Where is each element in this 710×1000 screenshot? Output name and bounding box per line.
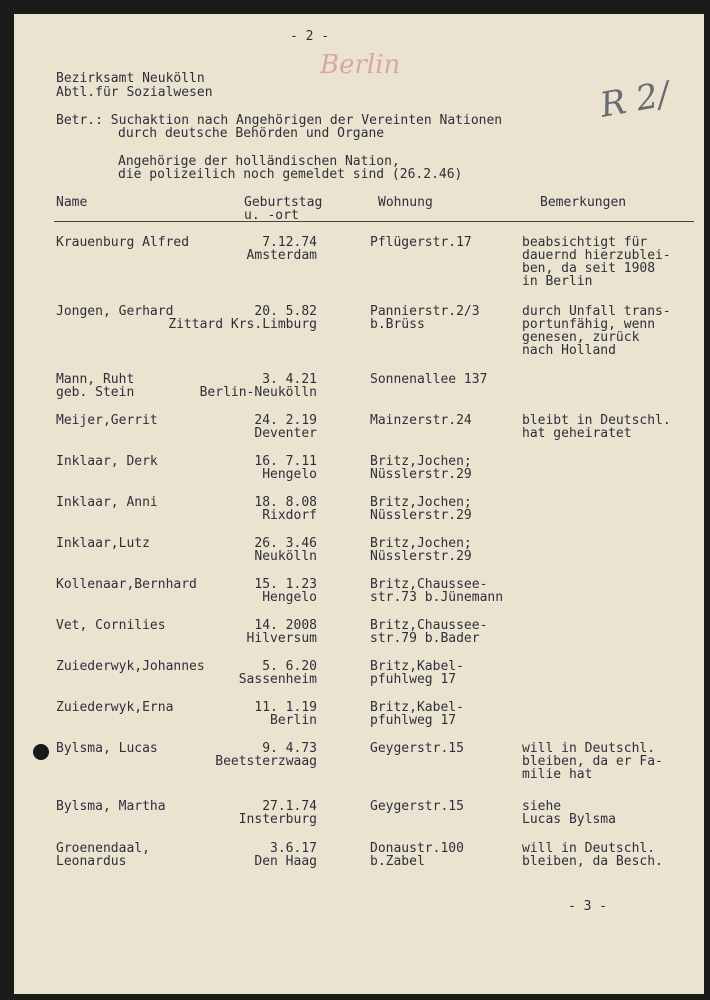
cell-birth: Deventer bbox=[254, 426, 317, 441]
cell-residence: Sonnenallee 137 bbox=[370, 372, 488, 387]
cell-name: Bylsma, Martha bbox=[56, 799, 166, 814]
cell-residence: Britz,Jochen; bbox=[370, 454, 472, 469]
cell-remarks: durch Unfall trans- bbox=[522, 304, 671, 319]
cell-remarks: will in Deutschl. bbox=[522, 841, 656, 856]
cell-residence: str.73 b.Jünemann bbox=[370, 590, 504, 605]
cell-birth: 14. 2008 bbox=[254, 618, 317, 633]
cell-residence: Britz,Chaussee- bbox=[370, 618, 488, 633]
cell-name: Vet, Cornilies bbox=[56, 618, 166, 633]
cell-birth: Insterburg bbox=[238, 812, 317, 827]
cell-birth: 5. 6.20 bbox=[262, 659, 317, 674]
cell-residence: b.Zabel bbox=[370, 854, 425, 869]
cell-residence: pfuhlweg 17 bbox=[370, 713, 457, 728]
header-birth-place: u. -ort bbox=[244, 208, 299, 223]
cell-birth: 7.12.74 bbox=[262, 235, 317, 250]
cell-name: Groenendaal, bbox=[56, 841, 150, 856]
cell-name: Meijer,Gerrit bbox=[56, 413, 158, 428]
cell-residence: str.79 b.Bader bbox=[370, 631, 480, 646]
cell-remarks: Lucas Bylsma bbox=[522, 812, 616, 827]
cell-remarks: dauernd hierzublei- bbox=[522, 248, 671, 263]
cell-name: Inklaar, Derk bbox=[56, 454, 158, 469]
cell-birth: Hilversum bbox=[246, 631, 317, 646]
cell-birth: 3.6.17 bbox=[270, 841, 317, 856]
subject-line-1: Betr.: Suchaktion nach Angehörigen der Vereinten Nationen bbox=[56, 113, 503, 128]
cell-remarks: portunfähig, wenn bbox=[522, 317, 656, 332]
cell-remarks: siehe bbox=[522, 799, 562, 814]
office-name: Bezirksamt Neukölln bbox=[56, 71, 205, 86]
cell-birth: 9. 4.73 bbox=[262, 741, 317, 756]
cell-birth: Sassenheim bbox=[238, 672, 317, 687]
header-rule bbox=[54, 221, 694, 222]
cell-name: Inklaar, Anni bbox=[56, 495, 158, 510]
cell-residence: Donaustr.100 bbox=[370, 841, 464, 856]
header-birth: Geburtstag bbox=[244, 195, 323, 210]
cell-birth: 15. 1.23 bbox=[254, 577, 317, 592]
cell-birth: 27.1.74 bbox=[262, 799, 317, 814]
cell-remarks: nach Holland bbox=[522, 343, 616, 358]
cell-remarks: will in Deutschl. bbox=[522, 741, 656, 756]
cell-name: Inklaar,Lutz bbox=[56, 536, 150, 551]
punch-hole bbox=[33, 744, 49, 760]
subject-line-2: durch deutsche Behörden und Organe bbox=[118, 126, 385, 141]
cell-birth: 16. 7.11 bbox=[254, 454, 317, 469]
red-stamp: Berlin bbox=[320, 50, 401, 80]
cell-birth: 20. 5.82 bbox=[254, 304, 317, 319]
document-page bbox=[14, 14, 704, 994]
cell-remarks: in Berlin bbox=[522, 274, 593, 289]
header-name: Name bbox=[56, 195, 88, 210]
cell-name: Zuiederwyk,Johannes bbox=[56, 659, 205, 674]
cell-remarks: bleiben, da Besch. bbox=[522, 854, 663, 869]
cell-birth: 18. 8.08 bbox=[254, 495, 317, 510]
cell-name: Krauenburg Alfred bbox=[56, 235, 190, 250]
cell-birth: 3. 4.21 bbox=[262, 372, 317, 387]
cell-residence: pfuhlweg 17 bbox=[370, 672, 457, 687]
page-number-top: - 2 - bbox=[290, 29, 330, 44]
cell-remarks: beabsichtigt für bbox=[522, 235, 648, 250]
cell-name: Zuiederwyk,Erna bbox=[56, 700, 174, 715]
cell-remarks: ben, da seit 1908 bbox=[522, 261, 656, 276]
cell-remarks: bleibt in Deutschl. bbox=[522, 413, 671, 428]
cell-residence: Britz,Chaussee- bbox=[370, 577, 488, 592]
page-number-bottom: - 3 - bbox=[568, 899, 608, 914]
cell-remarks: genesen, zurück bbox=[522, 330, 640, 345]
cell-birth: Rixdorf bbox=[262, 508, 317, 523]
cell-name: Bylsma, Lucas bbox=[56, 741, 158, 756]
cell-residence: Pannierstr.2/3 bbox=[370, 304, 480, 319]
cell-birth: Beetsterzwaag bbox=[215, 754, 317, 769]
cell-birth: Amsterdam bbox=[246, 248, 317, 263]
cell-birth: 26. 3.46 bbox=[254, 536, 317, 551]
cell-residence: Nüsslerstr.29 bbox=[370, 549, 472, 564]
cell-birth: Berlin bbox=[270, 713, 317, 728]
cell-residence: Britz,Jochen; bbox=[370, 536, 472, 551]
cell-residence: Pflügerstr.17 bbox=[370, 235, 472, 250]
cell-birth: Zittard Krs.Limburg bbox=[168, 317, 317, 332]
cell-residence: Britz,Jochen; bbox=[370, 495, 472, 510]
cell-remarks: hat geheiratet bbox=[522, 426, 632, 441]
cell-name: Jongen, Gerhard bbox=[56, 304, 174, 319]
header-remarks: Bemerkungen bbox=[540, 195, 627, 210]
cell-residence: Britz,Kabel- bbox=[370, 700, 464, 715]
cell-residence: Nüsslerstr.29 bbox=[370, 508, 472, 523]
cell-residence: Nüsslerstr.29 bbox=[370, 467, 472, 482]
cell-name: Kollenaar,Bernhard bbox=[56, 577, 197, 592]
cell-name: Mann, Ruht bbox=[56, 372, 135, 387]
cell-birth: Berlin-Neukölln bbox=[199, 385, 317, 400]
cell-birth: Hengelo bbox=[262, 467, 317, 482]
cell-residence: Britz,Kabel- bbox=[370, 659, 464, 674]
cell-name: geb. Stein bbox=[56, 385, 135, 400]
cell-remarks: milie hat bbox=[522, 767, 593, 782]
cell-residence: Geygerstr.15 bbox=[370, 799, 464, 814]
cell-birth: 11. 1.19 bbox=[254, 700, 317, 715]
cell-name: Leonardus bbox=[56, 854, 127, 869]
cell-birth: Neukölln bbox=[254, 549, 317, 564]
header-residence: Wohnung bbox=[378, 195, 433, 210]
cell-birth: Hengelo bbox=[262, 590, 317, 605]
cell-birth: 24. 2.19 bbox=[254, 413, 317, 428]
cell-birth: Den Haag bbox=[254, 854, 317, 869]
cell-residence: Geygerstr.15 bbox=[370, 741, 464, 756]
office-department: Abtl.für Sozialwesen bbox=[56, 85, 213, 100]
intro-line-2: die polizeilich noch gemeldet sind (26.2.46) bbox=[118, 167, 463, 182]
cell-residence: b.Brüss bbox=[370, 317, 425, 332]
cell-residence: Mainzerstr.24 bbox=[370, 413, 472, 428]
cell-remarks: bleiben, da er Fa- bbox=[522, 754, 663, 769]
intro-line-1: Angehörige der holländischen Nation, bbox=[118, 154, 400, 169]
pencil-annotation: R 2/ bbox=[597, 74, 673, 126]
